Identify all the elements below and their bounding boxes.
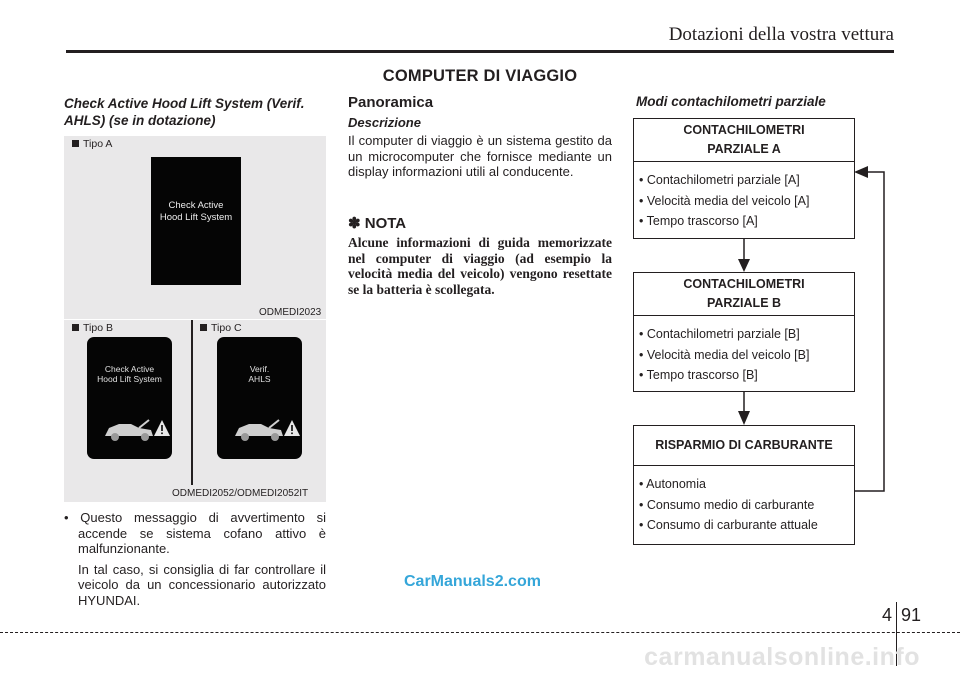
- display-b-line2: Hood Lift System: [97, 374, 162, 384]
- display-a-line1: Check Active: [168, 200, 224, 211]
- nota-label: ✽ NOTA: [348, 215, 407, 232]
- display-tipo-c-text: [217, 364, 302, 384]
- site-watermark: carmanualsonline.info: [644, 643, 920, 671]
- page-number: 91: [901, 605, 922, 625]
- car-hood-warning-icon: [231, 414, 301, 444]
- list-item: • Tempo trascorso [A]: [639, 214, 758, 228]
- square-bullet-icon: [72, 140, 79, 147]
- list-item: • Contachilometri parziale [B]: [639, 327, 800, 341]
- arrow-down-a-to-b-icon: [738, 238, 750, 272]
- trip-a-title: [634, 119, 854, 162]
- list-item: • Autonomia: [639, 477, 706, 491]
- page-number-separator: [896, 602, 897, 636]
- tipo-b-label: [72, 322, 113, 334]
- chapter-number: 4: [882, 605, 893, 625]
- list-item: • Consumo medio di carburante: [639, 497, 815, 512]
- header-title: Dotazioni della vostra vettura: [668, 24, 894, 45]
- arrow-down-b-to-c-icon: [738, 391, 750, 425]
- overview-heading: Panoramica: [348, 94, 434, 111]
- display-a-line2: Hood Lift System: [159, 212, 233, 223]
- tipo-b-text: Tipo B: [83, 322, 113, 334]
- ahls-bullets: [64, 510, 326, 608]
- trip-b-title-line1: CONTACHILOMETRI: [683, 277, 805, 291]
- trip-a-title-line2: PARZIALE A: [707, 142, 781, 156]
- figure-divider-vertical: [191, 320, 193, 485]
- watermark-carmanuals: CarManuals2.com: [404, 573, 541, 590]
- figure-divider-horizontal: [64, 319, 326, 320]
- arrow-loop-back-icon: [854, 166, 884, 491]
- tipo-c-label: [200, 322, 242, 334]
- square-bullet-icon: [72, 324, 79, 331]
- display-c-line1: Verif.: [249, 364, 270, 374]
- list-item: • Contachilometri parziale [A]: [639, 173, 800, 187]
- car-hood-warning-icon: [101, 414, 171, 444]
- trip-a-title-line1: CONTACHILOMETRI: [683, 123, 805, 137]
- bullet-malfunction: • Questo messaggio di avvertimento si accende se sistema cofano attivo è malfunzionante.: [64, 510, 326, 556]
- display-c-line2: AHLS: [248, 374, 271, 384]
- figure-code-bc: ODMEDI2052/ODMEDI2052IT: [172, 488, 309, 499]
- tipo-c-text: Tipo C: [211, 322, 242, 334]
- trip-b-title-line2: PARZIALE B: [706, 296, 782, 310]
- tipo-a-label: [72, 138, 112, 150]
- display-tipo-b-text: [87, 364, 172, 384]
- figure-code-a: ODMEDI2023: [259, 307, 322, 318]
- display-b-line1: Check Active: [104, 364, 155, 374]
- flow-arrows: [620, 160, 900, 500]
- fuel-economy-title: RISPARMIO DI CARBURANTE: [634, 426, 854, 466]
- section-title: COMPUTER DI VIAGGIO: [382, 67, 578, 85]
- list-item: • Consumo di carburante attuale: [639, 518, 818, 532]
- trip-modes-heading: Modi contachilometri parziale: [636, 94, 826, 109]
- list-item: • Velocità media del veicolo [A]: [639, 193, 810, 208]
- ahls-heading: Check Active Hood Lift System (Verif. AHLS) (se in dotazione): [64, 96, 305, 128]
- square-bullet-icon: [200, 324, 207, 331]
- footer-dashed-rule: [0, 632, 960, 633]
- nota-body: Alcune informazioni di guida memorizzate nel computer di viaggio (ad esempio la velocità media del veicolo) vengono resettate se la batteria è scollegata.: [348, 235, 612, 297]
- tipo-a-text: Tipo A: [83, 138, 113, 150]
- display-tipo-a-text: [151, 200, 241, 224]
- description-paragraph: Il computer di viaggio è un sistema gestito da un microcomputer che fornisce mediante un display informazioni utili al conducente.: [348, 133, 612, 179]
- list-item: • Velocità media del veicolo [B]: [639, 347, 810, 362]
- bullet-dealer: In tal caso, si consiglia di far controllare il veicolo da un concessionario autorizzato HYUNDAI.: [78, 561, 326, 608]
- header-rule: [66, 50, 894, 53]
- list-item: • Tempo trascorso [B]: [639, 368, 758, 382]
- description-subheading: Descrizione: [348, 115, 421, 130]
